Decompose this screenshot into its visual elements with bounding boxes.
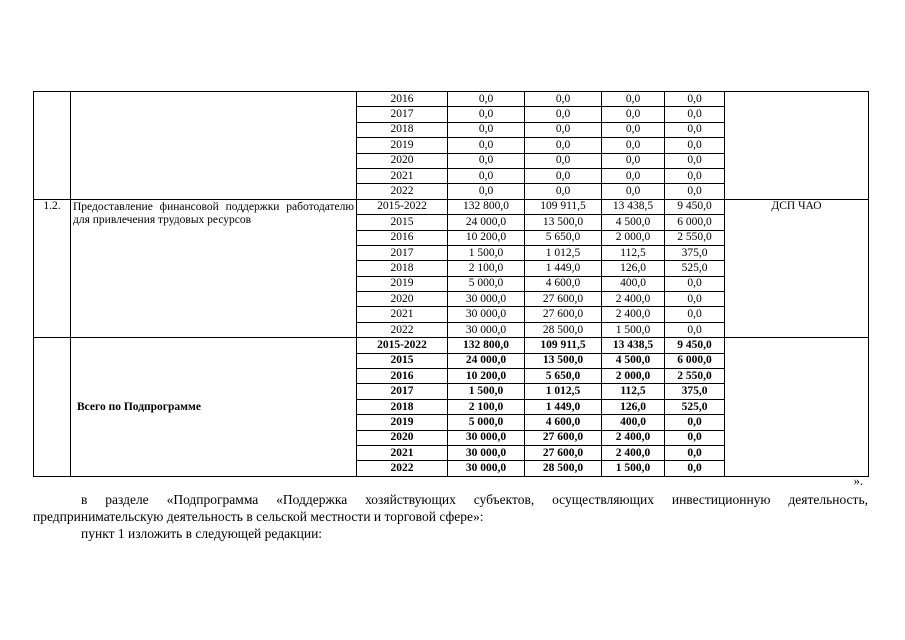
amount-cell: 0,0 [525,92,602,107]
amount-cell: 2 400,0 [602,430,665,445]
year-cell: 2016 [357,230,448,245]
year-cell: 2017 [357,384,448,399]
year-cell: 2020 [357,292,448,307]
closing-quote-mark: ». [853,474,863,488]
amount-cell: 0,0 [665,307,725,322]
amount-cell: 30 000,0 [448,322,525,337]
amount-cell: 0,0 [665,92,725,107]
amount-cell: 5 000,0 [448,415,525,430]
amount-cell: 30 000,0 [448,292,525,307]
amount-cell: 27 600,0 [525,430,602,445]
amount-cell: 0,0 [602,168,665,183]
amount-cell: 525,0 [665,261,725,276]
amount-cell: 0,0 [665,107,725,122]
amount-cell: 400,0 [602,415,665,430]
amount-cell: 10 200,0 [448,369,525,384]
amount-cell: 0,0 [665,276,725,291]
year-cell: 2021 [357,168,448,183]
amount-cell: 375,0 [665,384,725,399]
amount-cell: 0,0 [448,153,525,168]
amount-cell: 2 000,0 [602,369,665,384]
item-number-cell: 1.2. [34,199,71,338]
amount-cell: 1 012,5 [525,384,602,399]
year-cell: 2019 [357,138,448,153]
year-cell: 2016 [357,369,448,384]
amount-cell: 1 500,0 [448,384,525,399]
amount-cell: 0,0 [602,153,665,168]
measure-description-cell: Предоставление финансовой поддержки работодателю для привлечения трудовых ресурсов [71,199,357,338]
amount-cell: 2 550,0 [665,369,725,384]
amount-cell: 4 600,0 [525,276,602,291]
amount-cell: 27 600,0 [525,445,602,460]
amount-cell: 375,0 [665,245,725,260]
amount-cell: 13 438,5 [602,338,665,353]
amount-cell: 5 650,0 [525,369,602,384]
amount-cell: 13 500,0 [525,215,602,230]
amount-cell: 1 449,0 [525,261,602,276]
amount-cell: 0,0 [665,292,725,307]
amount-cell: 0,0 [665,138,725,153]
amount-cell: 0,0 [665,445,725,460]
amount-cell: 2 100,0 [448,399,525,414]
year-cell: 2021 [357,445,448,460]
amount-cell: 132 800,0 [448,199,525,214]
table-row [34,92,869,107]
amount-cell: 24 000,0 [448,215,525,230]
amount-cell: 2 000,0 [602,230,665,245]
table-body [34,92,869,477]
year-cell: 2015-2022 [357,199,448,214]
amount-cell: 30 000,0 [448,307,525,322]
amount-cell: 112,5 [602,245,665,260]
amount-cell: 112,5 [602,384,665,399]
executor-cell [725,338,869,477]
amount-cell: 6 000,0 [665,353,725,368]
year-cell: 2020 [357,153,448,168]
amount-cell: 13 500,0 [525,353,602,368]
amount-cell: 30 000,0 [448,461,525,476]
amount-cell: 0,0 [665,322,725,337]
year-cell: 2022 [357,322,448,337]
amount-cell: 2 400,0 [602,292,665,307]
amount-cell: 30 000,0 [448,430,525,445]
amount-cell: 6 000,0 [665,215,725,230]
amount-cell: 0,0 [602,122,665,137]
year-cell: 2022 [357,184,448,199]
amount-cell: 0,0 [665,184,725,199]
amount-cell: 1 500,0 [602,461,665,476]
amount-cell: 4 500,0 [602,353,665,368]
amount-cell: 0,0 [525,122,602,137]
total-label-cell: Всего по Подпрограмме [71,338,357,477]
amount-cell: 0,0 [448,138,525,153]
amount-cell: 0,0 [448,168,525,183]
amount-cell: 27 600,0 [525,292,602,307]
amount-cell: 28 500,0 [525,461,602,476]
year-cell: 2019 [357,276,448,291]
amount-cell: 9 450,0 [665,338,725,353]
amount-cell: 400,0 [602,276,665,291]
amount-cell: 9 450,0 [665,199,725,214]
year-cell: 2019 [357,415,448,430]
amount-cell: 109 911,5 [525,338,602,353]
amount-cell: 2 100,0 [448,261,525,276]
budget-table [33,91,869,477]
year-cell: 2015 [357,215,448,230]
amount-cell: 5 650,0 [525,230,602,245]
amount-cell: 0,0 [448,92,525,107]
amount-cell: 10 200,0 [448,230,525,245]
year-cell: 2018 [357,122,448,137]
item-number-cell [34,92,71,200]
amount-cell: 0,0 [602,184,665,199]
amount-cell: 0,0 [448,122,525,137]
amount-cell: 30 000,0 [448,445,525,460]
amount-cell: 0,0 [448,107,525,122]
amount-cell: 0,0 [525,153,602,168]
amount-cell: 0,0 [665,415,725,430]
amount-cell: 1 449,0 [525,399,602,414]
amount-cell: 27 600,0 [525,307,602,322]
section-intro-paragraph: в разделе «Подпрограмма «Поддержка хозяйствующих субъектов, осуществляющих инвестиционную деятельность, предпринимательскую деятельность в сельской местности и торговой сфере»: [33,492,868,524]
amount-cell: 0,0 [665,430,725,445]
year-cell: 2018 [357,399,448,414]
year-cell: 2015 [357,353,448,368]
table-row [34,199,869,214]
amount-cell: 28 500,0 [525,322,602,337]
amount-cell: 132 800,0 [448,338,525,353]
year-cell: 2017 [357,245,448,260]
year-cell: 2021 [357,307,448,322]
amount-cell: 0,0 [602,92,665,107]
amount-cell: 0,0 [602,107,665,122]
amount-cell: 0,0 [665,122,725,137]
amount-cell: 525,0 [665,399,725,414]
year-cell: 2017 [357,107,448,122]
item-number-cell [34,338,71,477]
amount-cell: 1 012,5 [525,245,602,260]
year-cell: 2018 [357,261,448,276]
amount-cell: 5 000,0 [448,276,525,291]
amount-cell: 1 500,0 [602,322,665,337]
amount-cell: 2 550,0 [665,230,725,245]
amount-cell: 0,0 [448,184,525,199]
point-instruction-paragraph: пункт 1 изложить в следующей редакции: [81,526,323,541]
amount-cell: 1 500,0 [448,245,525,260]
amount-cell: 0,0 [602,138,665,153]
amount-cell: 2 400,0 [602,307,665,322]
amount-cell: 13 438,5 [602,199,665,214]
amount-cell: 0,0 [665,153,725,168]
amount-cell: 0,0 [665,461,725,476]
amount-cell: 109 911,5 [525,199,602,214]
amount-cell: 0,0 [525,168,602,183]
amount-cell: 4 500,0 [602,215,665,230]
amount-cell: 0,0 [525,138,602,153]
amount-cell: 4 600,0 [525,415,602,430]
measure-description-cell [71,92,357,200]
table-row [34,338,869,353]
amount-cell: 0,0 [525,107,602,122]
amount-cell: 2 400,0 [602,445,665,460]
executor-cell: ДСП ЧАО [725,199,869,338]
year-cell: 2022 [357,461,448,476]
year-cell: 2016 [357,92,448,107]
amount-cell: 24 000,0 [448,353,525,368]
executor-cell [725,92,869,200]
year-cell: 2020 [357,430,448,445]
amount-cell: 126,0 [602,399,665,414]
year-cell: 2015-2022 [357,338,448,353]
amount-cell: 0,0 [665,168,725,183]
amount-cell: 0,0 [525,184,602,199]
amount-cell: 126,0 [602,261,665,276]
